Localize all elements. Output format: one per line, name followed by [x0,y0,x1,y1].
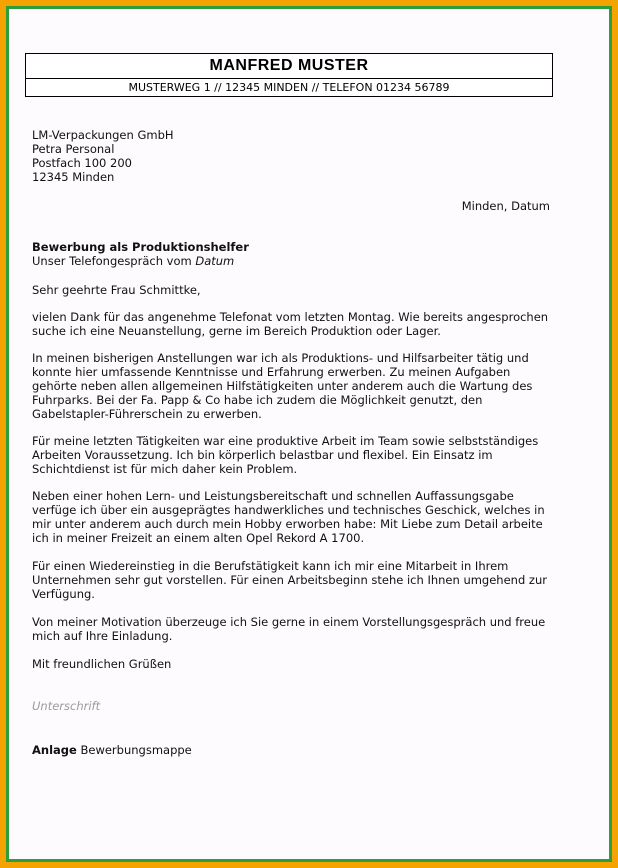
paragraph-line: Für meine letzten Tätigkeiten war eine produktive Arbeit im Team sowie selbstständiges [32,434,539,448]
recipient-company: LM-Verpackungen GmbH [32,128,174,142]
subject-block [32,240,554,268]
signature-placeholder: Unterschrift [32,699,101,713]
paragraph-line: Neben einer hohen Lern- und Leistungsbereitschaft und schnellen Auffassungsgabe [32,489,514,503]
sender-address: MUSTERWEG 1 // 12345 MINDEN // TELEFON 01234 56789 [128,81,450,94]
salutation: Sehr geehrte Frau Schmittke, [32,283,201,297]
paragraph-line: Unternehmen sehr gut vorstellen. Für einen Arbeitsbeginn stehe ich Ihnen umgehend zur [32,573,547,587]
attachment-text: Bewerbungsmappe [80,743,192,757]
subject-title: Bewerbung als Produktionshelfer [32,240,249,254]
recipient-city: 12345 Minden [32,170,115,184]
paragraph-line: Arbeiten Voraussetzung. Ich bin körperlich belastbar und flexibel. Ein Einsatz im [32,448,493,462]
paragraph-line: Verfügung. [32,587,95,601]
recipient-address [32,128,554,184]
paragraph-line: konnte hier umfassende Kenntnisse und Erfahrung erwerben. Zu meinen Aufgaben [32,365,511,379]
paragraph-line: Für einen Wiedereinstieg in die Berufstätigkeit kann ich mir eine Mitarbeit in Ihrem [32,559,509,573]
subject-reference-prefix: Unser Telefongespräch vom [32,254,196,268]
paragraph-1 [32,310,554,338]
paragraph-6 [32,615,554,643]
subject-reference [32,254,554,268]
paragraph-line: verfüge ich über ein ausgeprägtes handwerkliches und technisches Geschick, welches in [32,503,545,517]
paragraph-line: In meinen bisherigen Anstellungen war ich als Produktions- und Hilfsarbeiter tätig und [32,351,529,365]
letterhead [25,53,553,97]
attachment-line [32,743,554,757]
paragraph-3 [32,434,554,476]
paragraph-line: suche ich eine Neuanstellung, gerne im Bereich Produktion oder Lager. [32,324,441,338]
closing: Mit freundlichen Grüßen [32,657,172,671]
subject-reference-date: Datum [195,254,235,268]
recipient-person: Petra Personal [32,142,115,156]
paragraph-2 [32,351,554,421]
paragraph-line: Schichtdienst ist für mich daher kein Problem. [32,462,298,476]
paragraph-line: Fuhrparks. Bei der Fa. Papp & Co habe ich zudem die Möglichkeit genutzt, den [32,393,483,407]
attachment-label: Anlage [32,743,77,757]
place-date: Minden, Datum [461,199,550,213]
paragraph-line: mir unter anderem auch durch mein Hobby erworben habe: Mit Liebe zum Detail arbeite [32,517,543,531]
paragraph-5 [32,559,554,601]
paragraph-line: mich auf Ihre Einladung. [32,629,173,643]
paragraph-line: Von meiner Motivation überzeuge ich Sie gerne in einem Vorstellungsgespräch und freue [32,615,546,629]
sender-name: MANFRED MUSTER [26,54,552,79]
paragraph-4 [32,489,554,545]
recipient-postbox: Postfach 100 200 [32,156,132,170]
paragraph-line: Gabelstapler-Führerschein zu erwerben. [32,407,262,421]
paragraph-line: vielen Dank für das angenehme Telefonat vom letzten Montag. Wie bereits angesprochen [32,310,549,324]
paragraph-line: gehörte neben allen allgemeinen Hilfstätigkeiten unter anderem auch die Wartung des [32,379,533,393]
paragraph-line: ich in meiner Freizeit an einem alten Opel Rekord A 1700. [32,531,365,545]
